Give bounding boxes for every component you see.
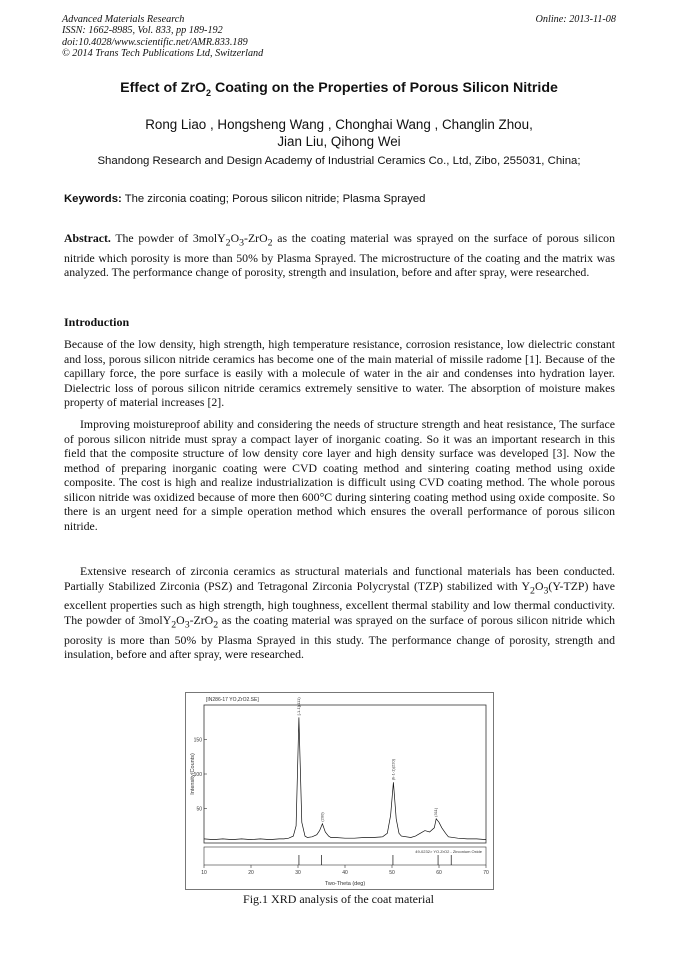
keywords-label: Keywords: [64, 193, 122, 205]
xrd-figure [185, 692, 494, 890]
copyright-line: © 2014 Trans Tech Publications Ltd, Switzerland [62, 48, 264, 60]
y-tick-label: 150 [193, 737, 202, 744]
issn-line: ISSN: 1662-8985, Vol. 833, pp 189-192 [62, 25, 223, 37]
x-tick-label: 10 [201, 870, 207, 876]
section-heading-introduction: Introduction [64, 315, 130, 329]
journal-name: Advanced Materials Research [62, 14, 185, 25]
author-line-1: Rong Liao , Hongsheng Wang , Chonghai Wang , Changlin Zhou, [145, 117, 533, 132]
author-list [62, 116, 616, 150]
journal-header [62, 14, 616, 60]
x-tick-label: 40 [342, 870, 348, 876]
author-line-2: Jian Liu, Qihong Wei [277, 134, 401, 149]
xrd-chart [186, 693, 493, 889]
online-date: Online: 2013-11-08 [535, 14, 616, 25]
affiliation: Shandong Research and Design Academy of Industrial Ceramics Co., Ltd, Zibo, 255031, China; [97, 155, 581, 167]
intro-paragraph-1: Because of the low density, high strength, high temperature resistance, corrosion resistance, low dielectric constant and loss, porous silicon nitride ceramics has become one of the main material of missile radome [1]. Because of the capillary force, the pore surface is easily with a molecule of water in the air and condenses into hydration layer. Dielectric loss of porous silicon nitride ceramics extremely sensitive to water. The absorption of moisture makes property of material increases [2]. [64, 337, 615, 409]
intro-paragraph-2: Improving moistureproof ability and considering the needs of structure strength and heat resistance, The surface of porous silicon nitride must spray a compact layer of inorganic coating. So it was an important research in this field that the composite structure of low density core layer and high density surface was developed [3]. Now the method of preparing inorganic coating were CVD coating method and sintering coating method using oxide composite. The cost is high and realize industrialization is difficult using CVD coating method. The whole porous silicon nitride was oxidized because of more then 600°C during sintering coating method using oxide composite. So there is an urgent need for a simple operation method which ensures the overall performance of porous silicon nitride. [64, 417, 615, 533]
x-tick-label: 30 [295, 870, 301, 876]
y-tick-label: 100 [193, 772, 202, 778]
y-axis-label: Intensity(Counts) [190, 753, 196, 795]
figure-caption: Fig.1 XRD analysis of the coat material [243, 892, 434, 906]
peak-label: (200) [319, 812, 325, 822]
paper-title: Effect of ZrO$_2$ Coating on the Properties of Porous Silicon Nitride [120, 80, 558, 98]
x-tick-label: 50 [389, 870, 395, 876]
x-tick-label: 70 [483, 870, 489, 876]
plot-frame [204, 705, 486, 843]
xrd-series-line [204, 717, 486, 839]
x-axis-label: Two-Theta (deg) [324, 881, 366, 887]
abstract: Abstract. The powder of $3molY_2O_3-ZrO_2$ as the coating material was sprayed on the surface of porous silicon nitride which porosity is more than 50% by Plasma Sprayed. The microstructure of the coating and the matrix was analyzed. The performance change of porosity, strength and insulation, before and after spray, were researched. [64, 231, 615, 280]
x-tick-label: 20 [248, 870, 254, 876]
abstract-label: Abstract. [64, 231, 111, 245]
doi-link[interactable]: doi:10.4028/www.scientific.net/AMR.833.189 [62, 36, 248, 48]
y-tick-label: 50 [196, 806, 202, 813]
peak-label: [-1-1](111) [295, 697, 301, 716]
keywords [64, 193, 618, 205]
keywords-text: The zirconia coating; Porous silicon nitride; Plasma Sprayed [121, 193, 426, 205]
peak-label: (h-1-1)(220) [390, 758, 396, 781]
x-tick-label: 60 [436, 870, 442, 876]
intro-paragraph-3: Extensive research of zirconia ceramics as structural materials and functional materials has been conducted. Partially Stabilized Zirconia (PSZ) and Tetragonal Zirconia Polycrystal (TZP) stabilized with $Y_2O_3(Y-TZP)$ have excellent properties such as high strength, high toughness, excellent thermal stability and low thermal conductivity. The powder of $3molY_2O_3-ZrO_2$ as the coating material was sprayed on the surface of porous silicon nitride which porosity is more than 50% by Plasma Sprayed in this study. The performance change of porosity, strength and insulation, before and after spray, were researched. [64, 564, 615, 662]
peak-label: (311) [433, 807, 439, 817]
chart-title: [IN286-17 YO,ZrO2.SE] [206, 697, 259, 703]
reference-label: 49-0232> YO.ZrO2 - Zirconium Oxide [415, 849, 482, 854]
